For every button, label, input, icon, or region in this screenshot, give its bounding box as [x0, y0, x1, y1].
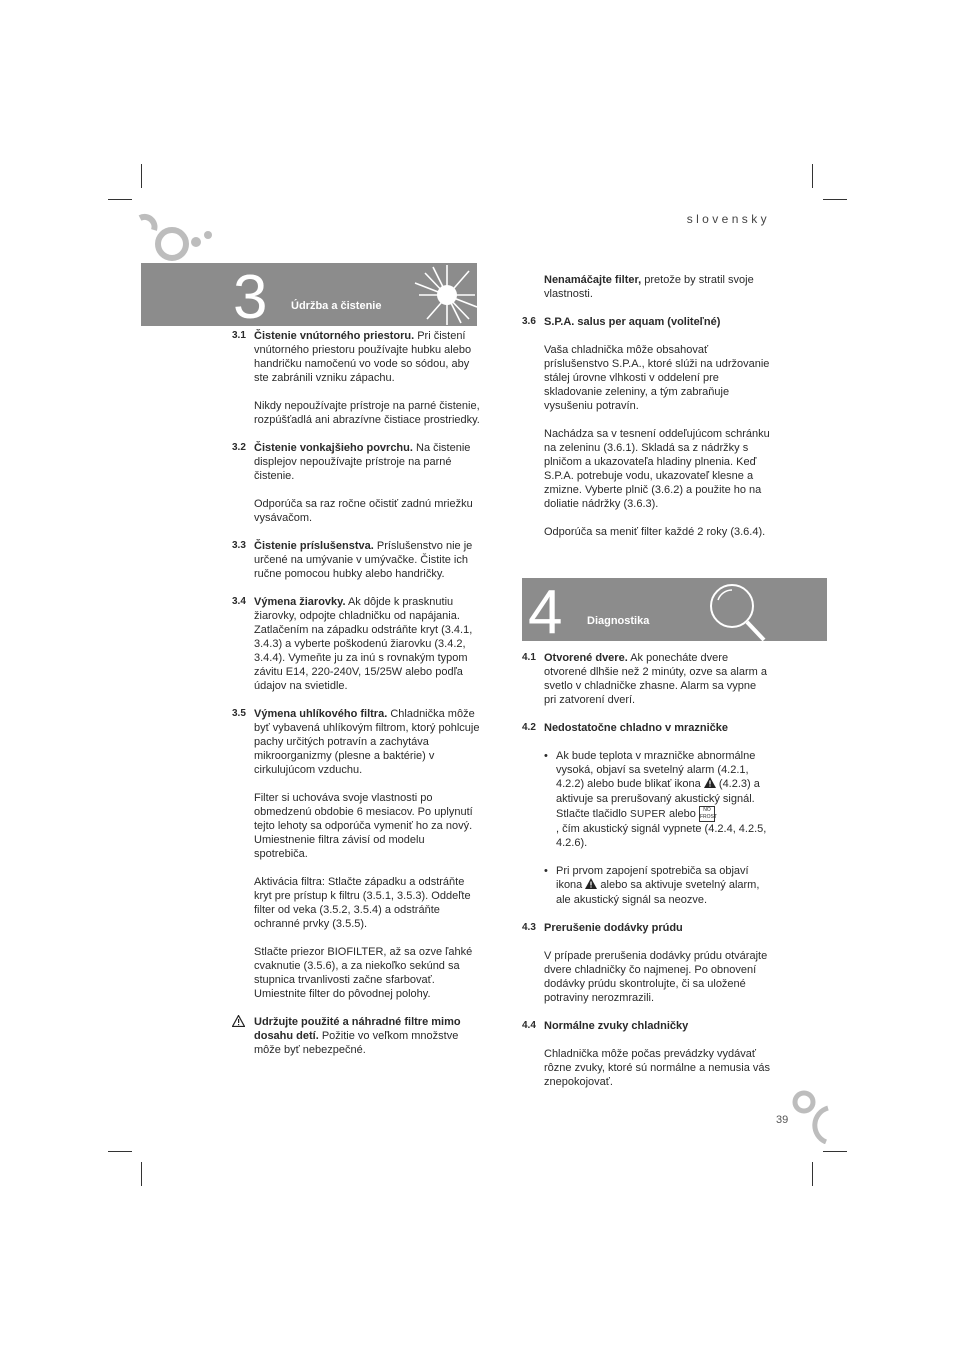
warning-icon: [585, 878, 597, 893]
soak-note: Nenamáčajte filter, pretože by stratil svoje vlastnosti.: [544, 274, 754, 300]
section-3-4: 3.4 Výmena žiarovky. Ak dôjde k prasknutiu žiarovky, odpojte chladničku od napájania. Zatlačením na západku odstráňte kryt (3.4.1, 3.4.3) a vyberte poškodenú žiarovku (3.4.2, 3.4.4). Vymeňte ju za inú s rovnakým typom závitu E14, 220-240V, 15/25W alebo podľa údajov na svietidle.: [232, 596, 473, 692]
list-item: • Ak bude teplota v mrazničke abnormálne vysoká, objaví sa svetelný alarm (4.2.1, 4.2.2) alebo bude blikať ikona (4.2.3) a aktivuje sa prerušovaný akustický signál. Stlačte tlačidlo SUPER alebo NO FROST , čím akustický signál vypnete (4.2.4, 4.2.5, 4.2.6).: [544, 749, 770, 850]
section-4-4: 4.4 Normálne zvuky chladničky Chladnička môže počas prevádzky vydávať rôzne zvuky, ktoré sú normálne a nemusia vás znepokojovať.: [522, 1020, 771, 1088]
chapter-number: 4: [528, 578, 563, 647]
decorative-circles-icon: [790, 1086, 830, 1144]
no-frost-icon: NO FROST: [699, 807, 717, 820]
right-column: [522, 273, 770, 553]
magnifier-icon: [702, 580, 782, 641]
sparkle-icon: [411, 263, 477, 326]
crop-mark: [141, 164, 142, 188]
section-4-2: 4.2 Nedostatočne chladno v mrazničke • Ak bude teplota v mrazničke abnormálne vysoká, objaví sa svetelný alarm (4.2.1, 4.2.2) alebo bude blikať ikona (4.2.3) a aktivuje sa prerušovaný akustický signál. Stlačte tlačidlo SUPER alebo NO FROST , čím akustický signál vypnete (4.2.4, 4.2.5, 4.2.6). • Pri prvom zapojení spotrebiča sa objaví ikona alebo sa aktivuje svetelný alarm, ale akustický signál sa neozve.: [522, 721, 770, 907]
warning-note: Udržujte použité a náhradné filtre mimo dosahu detí. Požitie vo veľkom množstve môže byť nebezpečné.: [232, 1015, 480, 1057]
decorative-circles-icon: [138, 212, 218, 268]
crop-mark: [812, 1162, 813, 1186]
crop-mark: [108, 1151, 132, 1152]
page-number: 39: [776, 1114, 789, 1126]
crop-mark: [823, 1151, 847, 1152]
crop-mark: [823, 199, 847, 200]
chapter-4-banner: [522, 578, 827, 647]
section-3-3: 3.3 Čistenie príslušenstva. Príslušenstvo nie je určené na umývanie v umývačke. Čistite ich ručne pomocou hubky alebo handričky.: [232, 540, 473, 580]
chapter-title: Údržba a čistenie: [291, 300, 382, 312]
section-4-1: 4.1 Otvorené dvere. Ak ponecháte dvere otvorené dlhšie než 2 minúty, ozve sa alarm a svetlo v chladničke zhasne. Alarm sa vypne pri zatvorení dverí.: [522, 652, 767, 706]
section-3-1: 3.1 Čistenie vnútorného priestoru. Pri čistení vnútorného priestoru používajte hubku alebo handričku namočenú vo vode so sódou, aby ste zabránili vzniku zápachu. Nikdy nepoužívajte prístroje na parné čistenie, rozpúšťadlá ani abrazívne čistiace prostriedky.: [232, 330, 480, 426]
left-column: [232, 329, 480, 1071]
chapter-number: 3: [233, 263, 268, 332]
crop-mark: [141, 1162, 142, 1186]
crop-mark: [108, 199, 132, 200]
section-3-6: 3.6 S.P.A. salus per aquam (voliteľné) Vaša chladnička môže obsahovať príslušenstvo S.P.A., ktoré slúži na udržovanie stálej úrovne vlhkosti v oddelení pre skladovanie zeleniny, a tým zabraňuje vysušeniu potravín. Nachádza sa v tesnení oddeľujúcom schránku na zeleninu (3.6.1). Skladá sa z nádržky s plničom a ukazovateľa hladiny plnenia. Keď S.P.A. potrebuje vodu, ukazovateľ klesne a zmizne. Vyberte plnič (3.6.2) a použite ho na doliatie nádržky (3.6.3). Odporúča sa meniť filter každé 2 roky (3.6.4).: [522, 316, 770, 538]
warning-icon: [704, 777, 716, 792]
section-3-2: 3.2 Čistenie vonkajšieho povrchu. Na čistenie displejov nepoužívajte prístroje na parné čistenie. Odporúča sa raz ročne očistiť zadnú mriežku vysávačom.: [232, 442, 473, 524]
chapter-title: Diagnostika: [587, 615, 650, 627]
section-4-3: 4.3 Prerušenie dodávky prúdu V prípade prerušenia dodávky prúdu otvárajte dvere chladničky čo najmenej. Po obnovení dodávky prúdu skontrolujte, či sa uložené potraviny nerozmrazili.: [522, 922, 768, 1004]
crop-mark: [812, 164, 813, 188]
super-button-label: SUPER: [629, 808, 666, 820]
section-3-5: 3.5 Výmena uhlíkového filtra. Chladnička môže byť vybavená uhlíkovým filtrom, ktorý pohlcuje pachy určitých potravín a zachytáva mikroorganizmy (plesne a baktérie) v cirkulujúcom vzduchu. Filter si uchováva svoje vlastnosti po obmedzenú obdobie 6 mesiacov. Po uplynutí tejto lehoty sa odporúča vymeniť ho za nový. Umiestnenie filtra závisí od modelu spotrebiča. Aktivácia filtra: Stlačte západku a odstráňte kryt pre prístup k filtru (3.5.1, 3.5.3). Oddeľte filter od veka (3.5.2, 3.5.4) a odstráňte ochranné prvky (3.5.5). Stlačte priezor BIOFILTER, až sa ozve ľahké cvaknutie (3.5.6), a za niekoľko sekúnd sa stupnica trvanlivosti začne sfarbovať. Umiestnite filter do pôvodnej polohy.: [232, 708, 480, 1000]
right-column-diagnostics: [522, 651, 770, 1103]
list-item: • Pri prvom zapojení spotrebiča sa objaví ikona alebo sa aktivuje svetelný alarm, ale akustický signál sa neozve.: [544, 864, 770, 907]
chapter-3-banner: [141, 263, 477, 332]
language-label: slovensky: [686, 212, 770, 226]
warning-icon: [232, 1015, 245, 1032]
